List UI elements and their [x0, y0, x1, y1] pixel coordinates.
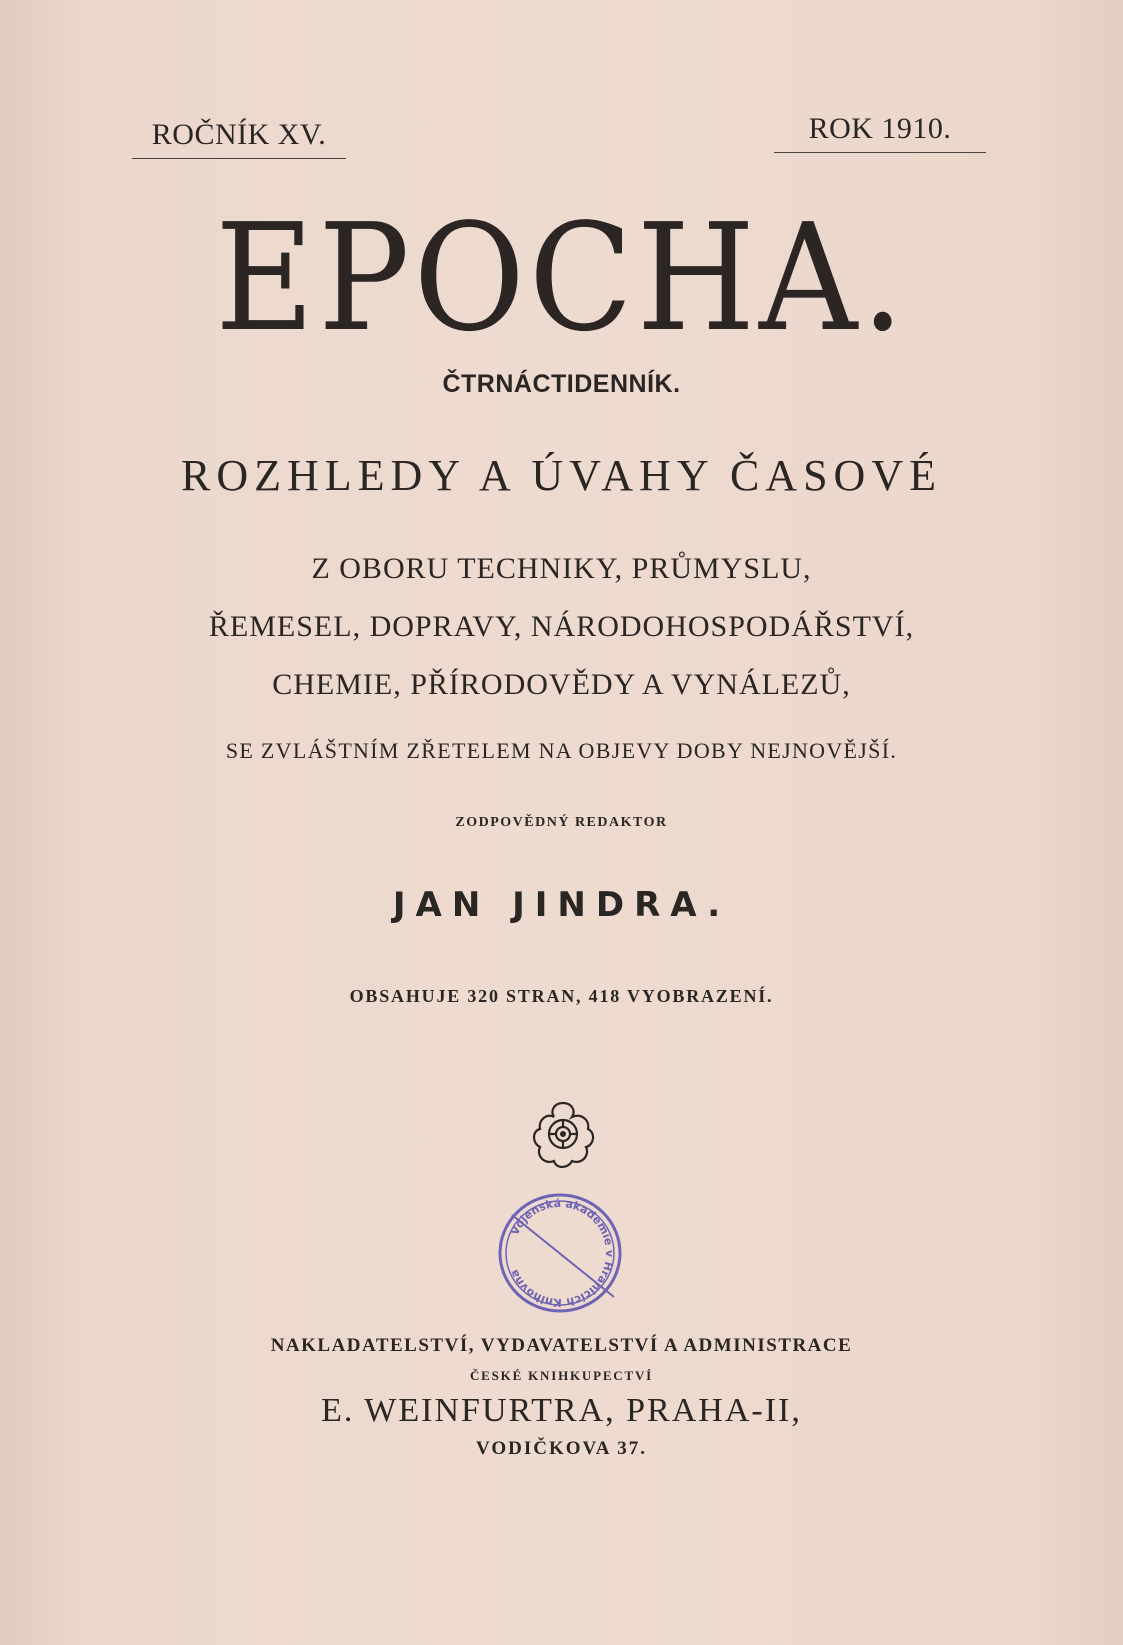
library-stamp	[492, 1185, 628, 1321]
topic-line: ŘEMESEL, DOPRAVY, NÁRODOHOSPODÁŘSTVÍ,	[208, 610, 915, 643]
topic-line: Z OBORU TECHNIKY, PRŮMYSLU,	[311, 552, 812, 585]
focus-note: SE ZVLÁŠTNÍM ZŘETELEM NA OBJEVY DOBY NEJNOVĚJŠÍ.	[225, 738, 898, 763]
journal-title: EPOCHA.	[215, 192, 908, 364]
publisher-address: VODIČKOVA 37.	[476, 1438, 647, 1459]
rose-ornament-icon	[526, 1097, 600, 1171]
contents-summary: OBSAHUJE 320 STRAN, 418 VYOBRAZENÍ.	[349, 986, 774, 1006]
volume-number: ROČNÍK XV.	[132, 118, 346, 159]
headline: ROZHLEDY A ÚVAHY ČASOVÉ	[181, 451, 942, 500]
publisher-line: NAKLADATELSTVÍ, VYDAVATELSTVÍ A ADMINISTRACE	[270, 1335, 853, 1356]
bookshop-line: ČESKÉ KNIHKUPECTVÍ	[469, 1368, 653, 1383]
editor-role: ZODPOVĚDNÝ REDAKTOR	[455, 815, 668, 830]
frequency-label: ČTRNÁCTIDENNÍK.	[442, 370, 681, 398]
stamp-arc-text: Vojenská akademie v Hranicích Knihovna	[507, 1196, 617, 1310]
publication-year: ROK 1910.	[774, 112, 986, 153]
publisher-name: E. WEINFURTRA, PRAHA-II,	[321, 1392, 802, 1429]
topic-line: CHEMIE, PŘÍRODOVĚDY A VYNÁLEZŮ,	[272, 668, 851, 701]
editor-name: JAN JINDRA.	[392, 885, 731, 925]
